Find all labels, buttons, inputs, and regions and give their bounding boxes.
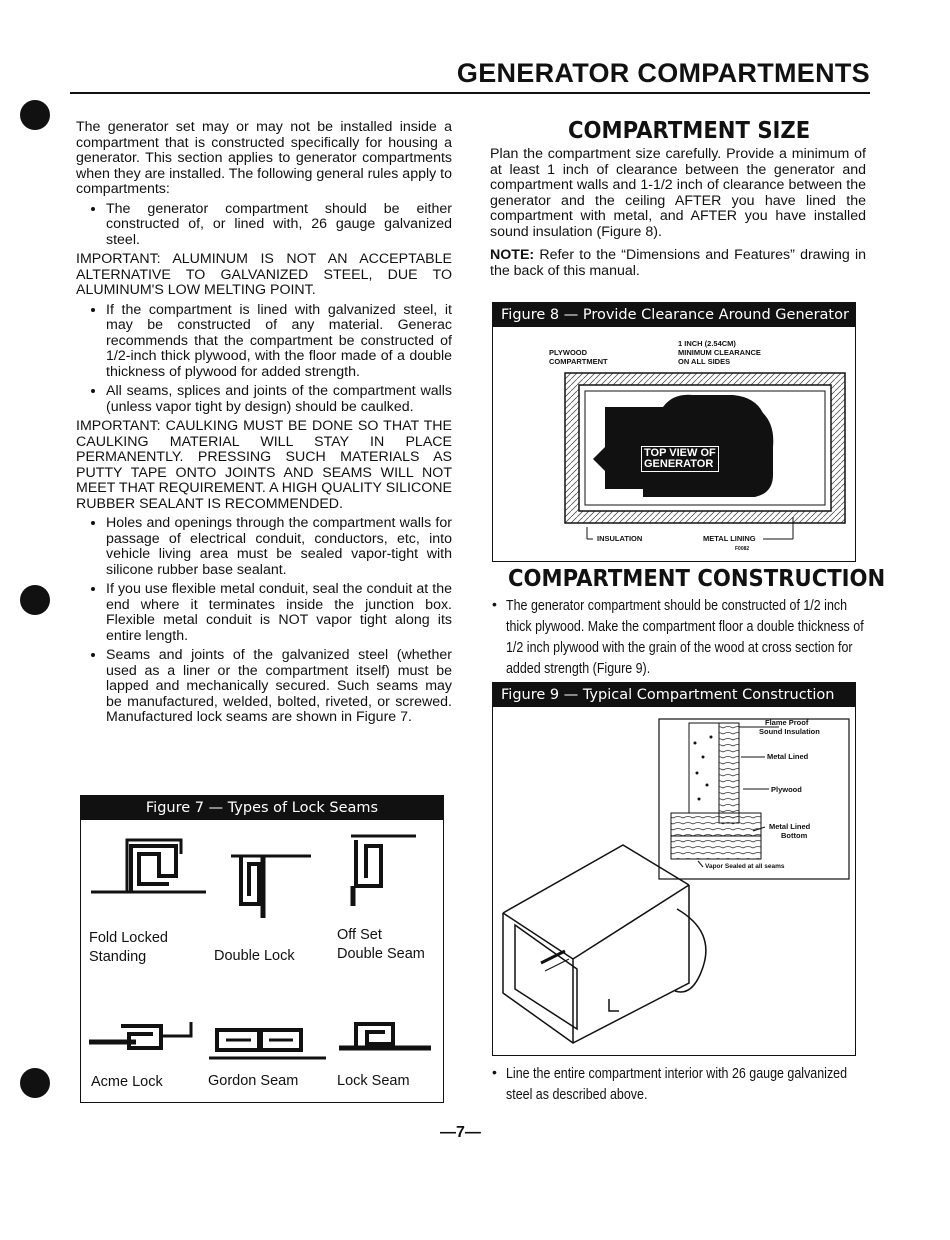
bullet-list-3	[76, 516, 452, 726]
fig9-drawing	[493, 713, 855, 1053]
page-title: GENERATOR COMPARTMENTS	[456, 58, 870, 88]
figure-8-title: Figure 8 — Provide Clearance Around Generator	[493, 303, 855, 327]
fig8-top-view-line-1: TOP VIEW OF	[644, 447, 716, 459]
fig8-clearance-label-3: ON ALL SIDES	[678, 357, 731, 366]
fold-locked-label-2: Standing	[89, 949, 147, 965]
fig9-metal-bottom-label-1: Metal Lined	[769, 822, 811, 831]
fig9-metal-lined-label: Metal Lined	[767, 752, 809, 761]
note-text: Refer to the “Dimensions and Features” drawing in the back of this manual.	[490, 247, 866, 279]
fig8-metal-lining-label: METAL LINING	[703, 534, 756, 543]
bullet-list-1	[76, 202, 452, 249]
note-label: NOTE:	[490, 247, 535, 263]
bullet-icon: •	[492, 1064, 497, 1080]
punch-hole-middle	[20, 585, 50, 615]
punch-hole-top	[20, 100, 50, 130]
list-item: • All seams, splices and joints of the compartment walls (unless vapor tight by design) should be caulked.	[106, 384, 452, 415]
fig9-metal-bottom-label-2: Bottom	[781, 831, 808, 840]
fold-locked-label-1: Fold Locked	[89, 930, 168, 946]
note-paragraph	[490, 248, 866, 279]
bullet-list-2	[76, 303, 452, 416]
punch-hole-bottom	[20, 1068, 50, 1098]
fig8-clearance-label-2: MINIMUM CLEARANCE	[678, 348, 761, 357]
fig8-top-view-label	[641, 446, 719, 472]
figure-9-title: Figure 9 — Typical Compartment Construction	[493, 683, 855, 707]
lock-seam-label: Lock Seam	[337, 1073, 410, 1089]
page-number: —7—	[440, 1124, 481, 1141]
construction-paragraph: The generator compartment should be constructed of 1/2 inch thick plywood. Make the compartment floor a double thickness of 1/2 inch plywood with the grain of the wood at cross section for added strength (Figure 9).	[506, 598, 864, 677]
compartment-construction-heading: COMPARTMENT CONSTRUCTION	[508, 566, 886, 592]
offset-label-2: Double Seam	[337, 946, 425, 962]
size-paragraph: Plan the compartment size carefully. Provide a minimum of at least 1 inch of clearance between the generator and compartment walls and 1-1/2 inch of clearance between the generator and the ceiling AFTER you have lined the compartment with metal, and AFTER you have installed sound insulation (Figure 8).	[490, 146, 866, 240]
fig9-vapor-label: Vapor Sealed at all seams	[705, 863, 785, 870]
offset-label-1: Off Set	[337, 927, 382, 943]
gordon-seam-label: Gordon Seam	[208, 1073, 299, 1089]
construction-text-block	[492, 596, 932, 680]
important-aluminum: IMPORTANT: ALUMINUM IS NOT AN ACCEPTABLE ALTERNATIVE TO GALVANIZED STEEL, DUE TO ALUMINUM'S LOW MELTING POINT.	[76, 251, 452, 298]
final-text-block	[492, 1064, 932, 1106]
fig8-top-view-line-2: GENERATOR	[644, 458, 714, 470]
intro-paragraph: The generator set may or may not be installed inside a compartment that is constructed specifically for housing a generator. This section applies to generator compartments when they are installed. The following general rules apply to compartments:	[76, 119, 452, 197]
fig8-insulation-label: INSULATION	[597, 534, 643, 543]
fig8-plywood-label-2: COMPARTMENT	[549, 357, 608, 366]
list-item: • If you use flexible metal conduit, seal the conduit at the end where it terminates inside the junction box. Flexible metal conduit is NOT vapor tight along its entire length.	[106, 582, 452, 644]
figure-9	[492, 682, 856, 1056]
compartment-size-text	[490, 147, 866, 283]
fig8-clearance-label-1: 1 INCH (2.54CM)	[678, 339, 736, 348]
list-item: • Holes and openings through the compartment walls for passage of electrical conduit, conductors, etc, into vehicle living area must be sealed vapor-tight with silicone rubber base sealant.	[106, 516, 452, 578]
header-rule	[70, 92, 870, 94]
figure-7	[80, 795, 444, 1103]
fig9-plywood-label: Plywood	[771, 785, 802, 794]
fig8-plywood-label-1: PLYWOOD	[549, 348, 588, 357]
compartment-size-heading: COMPARTMENT SIZE	[568, 118, 811, 144]
list-item: • The generator compartment should be either constructed of, or lined with, 26 gauge galvanized steel.	[106, 202, 452, 249]
double-lock-label: Double Lock	[214, 948, 295, 964]
fig8-code: F0082	[735, 546, 750, 552]
list-item: • If the compartment is lined with galvanized steel, it may be constructed of any material. Generac recommends that the compartment be constructed of 1/2-inch thick plywood, with the floor made of a double thickness of plywood for added strength.	[106, 303, 452, 381]
final-paragraph: Line the entire compartment interior with 26 gauge galvanized steel as described above.	[506, 1066, 848, 1103]
left-column	[76, 120, 452, 730]
important-caulking: IMPORTANT: CAULKING MUST BE DONE SO THAT THE CAULKING MATERIAL WILL STAY IN PLACE PERMANENTLY. PRESSING SUCH MATERIALS AS PUTTY TAPE ONTO JOINTS AND SEAMS WILL NOT MEET THAT REQUIREMENT. A HIGH QUALITY SILICONE RUBBER SEALANT IS RECOMMENDED.	[76, 418, 452, 512]
fig9-flame-label-2: Sound Insulation	[759, 727, 820, 736]
figure-7-title: Figure 7 — Types of Lock Seams	[81, 796, 443, 820]
bullet-icon: •	[492, 596, 497, 612]
fig9-flame-label-1: Flame Proof	[765, 718, 809, 727]
acme-lock-label: Acme Lock	[91, 1074, 163, 1090]
figure-8	[492, 302, 856, 562]
list-item: • Seams and joints of the galvanized steel (whether used as a liner or the compartment itself) must be lapped and mechanically secured. Such seams may be manufactured, welded, bolted, riveted, or screwed. Manufactured lock seams are shown in Figure 7.	[106, 648, 452, 726]
